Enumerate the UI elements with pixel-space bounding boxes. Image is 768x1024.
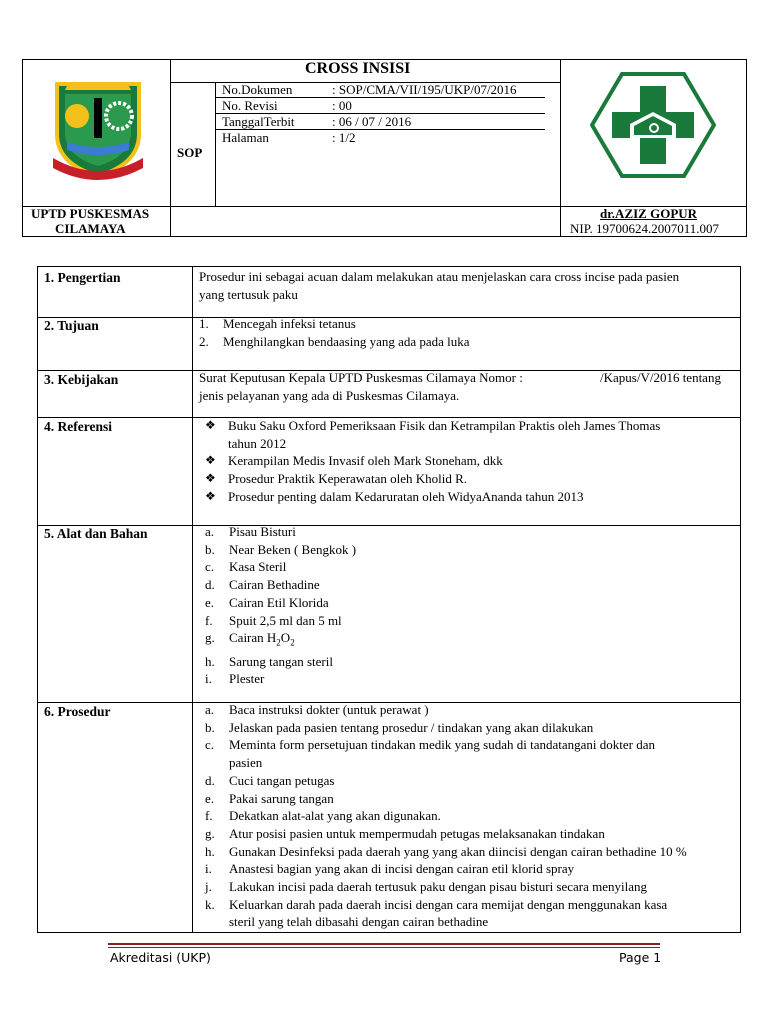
puskesmas-logo: [590, 72, 716, 178]
list-item: e. Cairan Etil Klorida: [205, 594, 329, 610]
diamond-bullet-icon: ❖: [205, 418, 216, 432]
diamond-bullet-icon: ❖: [205, 453, 216, 468]
list-item: ❖ Buku Saku Oxford Pemeriksaan Fisik dan Ketrampilan Praktis oleh James Thomas tahun 2012: [205, 418, 661, 451]
list-item: i. Plester: [205, 671, 265, 687]
issue-date-label: TanggalTerbit: [222, 114, 295, 129]
list-item: a. Pisau Bisturi: [205, 524, 296, 539]
list-item: g. Cairan $H_2O_2$: [205, 630, 295, 648]
sop-label: SOP: [177, 145, 203, 160]
list-item: d. Cuci tangan petugas: [205, 772, 335, 788]
kebijakan-text: [199, 369, 735, 405]
kebijakan-line1b: /Kapus/V/2016 tentang: [600, 370, 721, 385]
pengertian-line2: yang tertusuk paku: [199, 286, 298, 302]
kabupaten-karawang-logo: [47, 72, 149, 182]
list-item: ❖ Kerampilan Medis Invasif oleh Mark Stoneham, dkk: [205, 453, 503, 469]
list-item: 1. Mencegah infeksi tetanus: [199, 316, 356, 331]
tujuan-label: 2. Tujuan: [44, 318, 99, 333]
kebijakan-label: 3. Kebijakan: [44, 372, 119, 387]
alat-label: 5. Alat dan Bahan: [44, 526, 148, 541]
org-name-line1: UPTD PUSKESMAS: [31, 206, 150, 221]
doc-number-value: : SOP/CMA/VII/195/UKP/07/2016: [332, 82, 517, 97]
revision-label: No. Revisi: [222, 98, 278, 113]
pengertian-text: [199, 268, 735, 303]
alat-list: [205, 523, 735, 688]
list-item: k. Keluarkan darah pada daerah incisi dengan cara memijat dengan menggunakan kasa steril yang telah dibasahi dengan cairan bethadine: [205, 896, 668, 930]
sop-title: CROSS INSISI: [305, 60, 411, 77]
list-item: h. Gunakan Desinfeksi pada daerah yang yang akan diincisi dengan cairan bethadine 10 %: [205, 843, 687, 859]
diamond-bullet-icon: ❖: [205, 471, 216, 486]
list-item: e. Pakai sarung tangan: [205, 790, 334, 806]
list-item: a. Baca instruksi dokter (untuk perawat ): [205, 702, 429, 717]
list-item: c. Kasa Steril: [205, 559, 287, 575]
org-name-line2: CILAMAYA: [55, 221, 126, 236]
referensi-label: 4. Referensi: [44, 419, 112, 434]
list-item: ❖ Prosedur penting dalam Kedaruratan oleh WidyaAnanda tahun 2013: [205, 488, 584, 504]
referensi-list: [199, 417, 735, 506]
diamond-bullet-icon: ❖: [205, 488, 216, 503]
list-item: h. Sarung tangan steril: [205, 653, 333, 669]
list-item: 2. Menghilangkan bendaasing yang ada pada luka: [199, 333, 470, 349]
revision-value: : 00: [332, 98, 352, 113]
footer-rule-thin: [108, 947, 660, 948]
list-item: b. Near Beken ( Bengkok ): [205, 541, 357, 557]
issue-date-value: : 06 / 07 / 2016: [332, 114, 412, 129]
tujuan-list: [199, 315, 735, 350]
prosedur-list: [205, 701, 735, 931]
kebijakan-line1a: Surat Keputusan Kepala UPTD Puskesmas Cilamaya Nomor :: [199, 370, 523, 385]
footer-page-number: Page 1: [619, 950, 662, 965]
kebijakan-line2: jenis pelayanan yang ada di Puskesmas Cilamaya.: [199, 388, 460, 403]
prosedur-label: 6. Prosedur: [44, 704, 111, 719]
list-item: g. Atur posisi pasien untuk mempermudah petugas melaksanakan tindakan: [205, 825, 605, 841]
signer-nip: NIP. 19700624.2007011.007: [570, 221, 720, 236]
header-table: [22, 59, 747, 237]
footer-rule: [108, 943, 660, 945]
list-item: f. Spuit 2,5 ml dan 5 ml: [205, 612, 342, 628]
list-item: b. Jelaskan pada pasien tentang prosedur / tindakan yang akan dilakukan: [205, 719, 594, 735]
pengertian-line1: Prosedur ini sebagai acuan dalam melakukan atau menjelaskan cara cross incise pada pasien: [199, 269, 680, 284]
doc-number-label: No.Dokumen: [222, 82, 293, 97]
list-item: ❖ Prosedur Praktik Keperawatan oleh Kholid R.: [205, 471, 468, 487]
page-value: : 1/2: [332, 130, 356, 145]
signer-name: dr.AZIZ GOPUR: [600, 206, 698, 221]
pengertian-label: 1. Pengertian: [44, 270, 121, 285]
list-item: j. Lakukan incisi pada daerah tertusuk paku dengan pisau bisturi secara menyilang: [205, 879, 648, 895]
list-item: c. Meminta form persetujuan tindakan medik yang sudah di tandatangani dokter dan pasien: [205, 737, 655, 771]
list-item: d. Cairan Bethadine: [205, 577, 320, 593]
list-item: f. Dekatkan alat-alat yang akan digunakan.: [205, 808, 441, 824]
page-label: Halaman: [222, 130, 269, 145]
list-item: i. Anastesi bagian yang akan di incisi dengan cairan etil klorid spray: [205, 861, 575, 877]
footer-accreditation: Akreditasi (UKP): [110, 950, 211, 965]
